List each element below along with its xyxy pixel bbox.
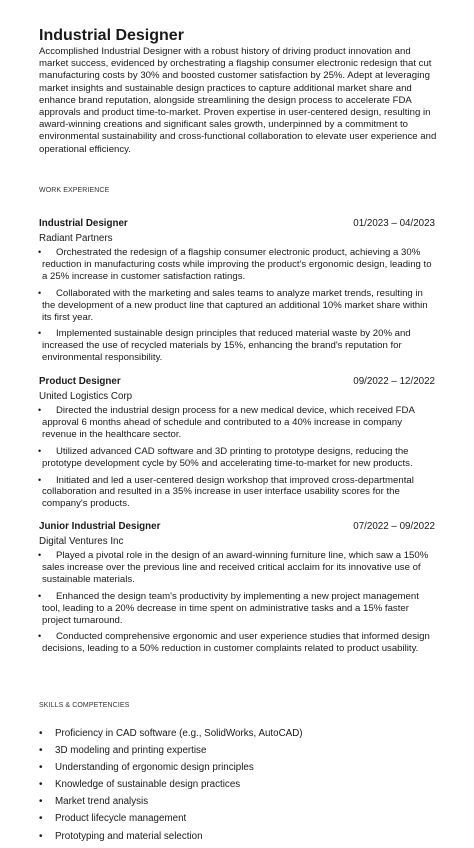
work-experience-heading: WORK EXPERIENCE: [39, 187, 110, 194]
skills-list: [39, 728, 435, 848]
job-entry: [39, 521, 435, 660]
list-item: • Enhanced the design team's productivity by implementing a new project management tool, leading to a 20% decrease in time spent on administrative tasks and a 15% faster project turnaround.: [39, 591, 435, 627]
list-item: • Utilized advanced CAD software and 3D printing to prototype designs, reducing the prototype development cycle by 50% and accelerating time-to-market for new products.: [39, 446, 435, 470]
list-item: • Orchestrated the redesign of a flagship consumer electronic product, achieving a 30% reduction in manufacturing costs while improving the product's ergonomic design, leading to a 25% increase in customer satisfaction ratings.: [39, 247, 435, 283]
job-title: Junior Industrial Designer: [39, 521, 161, 532]
job-entry: [39, 376, 435, 515]
job-dates: 07/2022 – 09/2022: [353, 521, 435, 532]
job-bullets: [39, 550, 435, 655]
resume-title: Industrial Designer: [39, 27, 184, 44]
list-item: • Directed the industrial design process for a new medical device, which received FDA approval 6 months ahead of schedule and contributed to a 40% increase in company revenue in the healthcare sector.: [39, 405, 435, 441]
summary-paragraph: Accomplished Industrial Designer with a robust history of driving product innovation and market success, evidenced by orchestrating a flagship consumer electronic redesign that cut manufacturing costs by 30% and boosted customer satisfaction by 25%. Adept at leveraging market insights and sustainable design practices to capture additional market share and enhance brand reputation, alongside streamlining the design process to accelerate FDA approvals and product time-to-market. Proven expertise in user-centered design, resulting in award-winning creations and significant sales growth, underpinned by a commitment to environmental sustainability and cross-functional collaboration to elevate user experience and operational efficiency.: [39, 46, 437, 155]
skill-item: • Proficiency in CAD software (e.g., SolidWorks, AutoCAD): [39, 728, 435, 740]
skill-item: • 3D modeling and printing expertise: [39, 745, 435, 757]
list-item: • Initiated and led a user-centered design workshop that improved cross-departmental collaboration and resulted in a 35% increase in user interface usability scores for the company's products.: [39, 475, 435, 511]
job-dates: 01/2023 – 04/2023: [353, 218, 435, 229]
job-entry: [39, 218, 435, 369]
job-company: United Logistics Corp: [39, 391, 133, 402]
job-company: Digital Ventures Inc: [39, 536, 124, 547]
skill-item: • Knowledge of sustainable design practices: [39, 779, 435, 791]
job-bullets: [39, 247, 435, 364]
list-item: • Played a pivotal role in the design of an award-winning furniture line, which saw a 150% sales increase over the previous line and received critical acclaim for its innovative use of sustainable materials.: [39, 550, 435, 586]
job-bullets: [39, 405, 435, 510]
skill-item: • Prototyping and material selection: [39, 831, 435, 843]
job-dates: 09/2022 – 12/2022: [353, 376, 435, 387]
skill-item: • Understanding of ergonomic design principles: [39, 762, 435, 774]
job-title: Product Designer: [39, 376, 121, 387]
list-item: • Collaborated with the marketing and sales teams to analyze market trends, resulting in the development of a new product line that captured an additional 10% market share within its first year.: [39, 288, 435, 324]
job-title: Industrial Designer: [39, 218, 128, 229]
skill-item: • Market trend analysis: [39, 796, 435, 808]
job-company: Radiant Partners: [39, 233, 113, 244]
skills-heading: SKILLS & COMPETENCIES: [39, 702, 130, 709]
list-item: • Conducted comprehensive ergonomic and user experience studies that informed design decisions, leading to a 50% reduction in customer complaints related to product usability.: [39, 631, 435, 655]
list-item: • Implemented sustainable design principles that reduced material waste by 20% and increased the use of recycled materials by 15%, enhancing the brand's reputation for environmental responsibility.: [39, 328, 435, 364]
skill-item: • Product lifecycle management: [39, 813, 435, 825]
